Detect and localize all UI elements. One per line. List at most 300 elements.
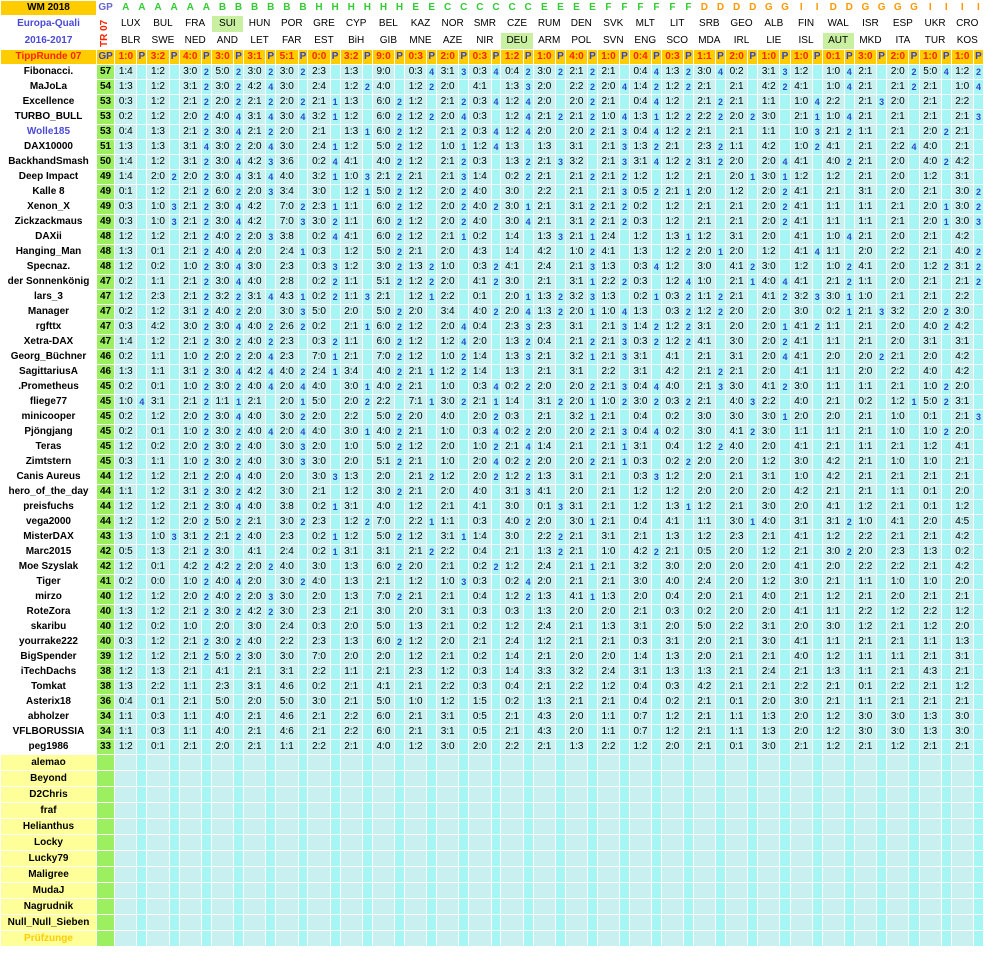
player-name[interactable]: TURBO_BULL bbox=[1, 110, 97, 125]
player-tip: 1:1 bbox=[115, 485, 137, 500]
player-tip-points bbox=[234, 740, 244, 755]
player-tip-points: 2 bbox=[395, 530, 405, 545]
player-tip-points bbox=[427, 185, 437, 200]
player-name[interactable]: DAXii bbox=[1, 230, 97, 245]
player-row[interactable] bbox=[1, 665, 984, 680]
player-name[interactable]: minicooper bbox=[1, 410, 97, 425]
player-tip: 4:0 bbox=[211, 305, 233, 320]
player-tip bbox=[725, 787, 747, 803]
player-row[interactable] bbox=[1, 215, 984, 230]
player-tip-points: 3 bbox=[748, 395, 758, 410]
player-tip-points bbox=[556, 440, 566, 455]
player-row[interactable] bbox=[1, 560, 984, 575]
player-tip: 2:0 bbox=[179, 515, 201, 530]
player-tip: 4:1 bbox=[790, 245, 812, 260]
player-tip-points bbox=[459, 740, 469, 755]
player-row[interactable] bbox=[1, 275, 984, 290]
player-tip-points bbox=[973, 771, 983, 787]
player-tip-points bbox=[780, 851, 790, 867]
extra-player-row[interactable] bbox=[1, 867, 984, 883]
player-tip-points: 2 bbox=[298, 575, 308, 590]
player-tip-points: 3 bbox=[588, 260, 598, 275]
player-tip bbox=[308, 867, 330, 883]
player-tip-points bbox=[137, 110, 147, 125]
player-tip-points bbox=[909, 725, 919, 740]
player-row[interactable] bbox=[1, 80, 984, 95]
player-tip-points bbox=[684, 410, 694, 425]
player-name[interactable]: Fibonacci. bbox=[1, 65, 97, 80]
player-tip: 0:3 bbox=[469, 425, 491, 440]
player-name[interactable]: hero_of_the_day bbox=[1, 485, 97, 500]
player-name[interactable]: Manager bbox=[1, 305, 97, 320]
player-name[interactable]: preisfuchs bbox=[1, 500, 97, 515]
player-tip-points bbox=[169, 80, 179, 95]
player-tip: 1:3 bbox=[919, 545, 941, 560]
player-name[interactable]: Georg_Büchner bbox=[1, 350, 97, 365]
player-row[interactable] bbox=[1, 395, 984, 410]
player-tip: 4:2 bbox=[629, 545, 651, 560]
player-tip-points bbox=[330, 80, 340, 95]
player-row[interactable] bbox=[1, 515, 984, 530]
player-tip: 2:3 bbox=[308, 635, 330, 650]
player-tip-points: 2 bbox=[234, 305, 244, 320]
player-name[interactable]: Beyond bbox=[1, 771, 97, 787]
player-tip-points: 4 bbox=[652, 155, 662, 170]
player-tip: 2:1 bbox=[565, 335, 587, 350]
player-tip-points bbox=[362, 485, 372, 500]
player-tip-points bbox=[844, 740, 854, 755]
player-tip-points bbox=[941, 680, 951, 695]
player-tip-points bbox=[652, 819, 662, 835]
player-tip bbox=[565, 915, 587, 931]
player-tip: 2:0 bbox=[437, 440, 459, 455]
player-tip: 0:3 bbox=[147, 710, 169, 725]
player-tip-points bbox=[137, 215, 147, 230]
extra-player-row[interactable] bbox=[1, 931, 984, 947]
player-tip-points: 2 bbox=[684, 65, 694, 80]
player-tip bbox=[597, 915, 619, 931]
player-row[interactable] bbox=[1, 500, 984, 515]
player-tip-points bbox=[491, 755, 501, 771]
player-tip-points bbox=[620, 710, 630, 725]
player-name[interactable]: VFLBORUSSIA bbox=[1, 725, 97, 740]
player-name[interactable]: Helianthus bbox=[1, 819, 97, 835]
player-tip-points: 2 bbox=[234, 515, 244, 530]
player-row[interactable] bbox=[1, 290, 984, 305]
player-tip bbox=[661, 787, 683, 803]
header-row-teams-bottom bbox=[1, 33, 984, 50]
player-name[interactable]: Deep Impact bbox=[1, 170, 97, 185]
player-tip: 3:1 bbox=[437, 605, 459, 620]
player-tip-points: 4 bbox=[234, 500, 244, 515]
player-tip-points bbox=[684, 755, 694, 771]
player-row[interactable] bbox=[1, 110, 984, 125]
player-tip: 2:4 bbox=[308, 140, 330, 155]
player-name[interactable]: SagittariusA bbox=[1, 365, 97, 380]
player-row[interactable] bbox=[1, 170, 984, 185]
player-tip: 1:0 bbox=[790, 140, 812, 155]
player-tip-points bbox=[298, 230, 308, 245]
player-tip-points: 3 bbox=[330, 260, 340, 275]
player-tip-points bbox=[909, 710, 919, 725]
player-tip-points bbox=[395, 787, 405, 803]
player-tip: 4:0 bbox=[372, 365, 394, 380]
player-name[interactable]: BackhandSmash bbox=[1, 155, 97, 170]
player-tip-points bbox=[909, 305, 919, 320]
player-name[interactable]: yourrake222 bbox=[1, 635, 97, 650]
player-name[interactable]: DAX10000 bbox=[1, 140, 97, 155]
player-row[interactable] bbox=[1, 620, 984, 635]
team-away: MNE bbox=[404, 33, 436, 50]
player-name[interactable]: MisterDAX bbox=[1, 530, 97, 545]
player-tip-points: 2 bbox=[427, 110, 437, 125]
player-row[interactable] bbox=[1, 350, 984, 365]
player-tip-points bbox=[909, 185, 919, 200]
player-row[interactable] bbox=[1, 695, 984, 710]
player-tip-points: 4 bbox=[330, 230, 340, 245]
player-tip-points bbox=[169, 350, 179, 365]
player-name[interactable]: fraf bbox=[1, 803, 97, 819]
player-tip: 0:4 bbox=[469, 320, 491, 335]
player-tip-points bbox=[684, 787, 694, 803]
player-tip: 2:1 bbox=[693, 725, 715, 740]
player-tip-points bbox=[169, 665, 179, 680]
player-tip-points: 3 bbox=[330, 470, 340, 485]
player-tip bbox=[179, 867, 201, 883]
player-name[interactable]: Xetra-DAX bbox=[1, 335, 97, 350]
player-tip-points: 2 bbox=[395, 410, 405, 425]
player-tip-points bbox=[523, 395, 533, 410]
player-name[interactable]: Tomkat bbox=[1, 680, 97, 695]
player-tip: 0:5 bbox=[115, 545, 137, 560]
player-name[interactable]: Kalle 8 bbox=[1, 185, 97, 200]
player-tip-points bbox=[877, 899, 887, 915]
player-tip: 1:2 bbox=[147, 470, 169, 485]
player-name[interactable]: Pjöngjang bbox=[1, 425, 97, 440]
player-tip-points bbox=[973, 320, 983, 335]
player-tip bbox=[211, 803, 233, 819]
player-name[interactable]: Lucky79 bbox=[1, 851, 97, 867]
player-total-points: 57 bbox=[96, 65, 114, 80]
player-row[interactable] bbox=[1, 635, 984, 650]
player-row[interactable] bbox=[1, 140, 984, 155]
player-tip-points bbox=[137, 425, 147, 440]
player-row[interactable] bbox=[1, 710, 984, 725]
player-name[interactable]: Moe Szyslak bbox=[1, 560, 97, 575]
player-tip: 1:3 bbox=[115, 365, 137, 380]
player-name[interactable]: skaribu bbox=[1, 620, 97, 635]
player-tip-points bbox=[427, 915, 437, 931]
player-tip-points bbox=[169, 755, 179, 771]
player-row[interactable] bbox=[1, 245, 984, 260]
player-tip-points bbox=[684, 560, 694, 575]
player-row[interactable] bbox=[1, 575, 984, 590]
player-tip bbox=[887, 867, 909, 883]
player-tip-points bbox=[844, 95, 854, 110]
player-tip bbox=[437, 931, 459, 947]
player-tip: 1:3 bbox=[115, 140, 137, 155]
player-tip-points bbox=[748, 485, 758, 500]
player-tip-points bbox=[491, 290, 501, 305]
player-tip: 2:2 bbox=[725, 620, 747, 635]
player-tip-points bbox=[491, 80, 501, 95]
player-tip: 1:4 bbox=[469, 365, 491, 380]
player-tip-points bbox=[395, 771, 405, 787]
player-tip: 3:1 bbox=[565, 320, 587, 335]
player-tip-points bbox=[330, 605, 340, 620]
player-tip-points bbox=[234, 755, 244, 771]
player-tip-points bbox=[620, 245, 630, 260]
player-name[interactable]: peg1986 bbox=[1, 740, 97, 755]
player-tip: 2:1 bbox=[919, 590, 941, 605]
player-row[interactable] bbox=[1, 380, 984, 395]
player-tip: 2:0 bbox=[437, 215, 459, 230]
player-row[interactable] bbox=[1, 590, 984, 605]
player-tip bbox=[919, 803, 941, 819]
player-name[interactable]: Canis Aureus bbox=[1, 470, 97, 485]
player-name[interactable]: Asterix18 bbox=[1, 695, 97, 710]
player-tip: 1:0 bbox=[597, 305, 619, 320]
player-row[interactable] bbox=[1, 65, 984, 80]
player-tip-points bbox=[459, 485, 469, 500]
player-row[interactable] bbox=[1, 485, 984, 500]
player-tip: 2:1 bbox=[822, 695, 844, 710]
player-row[interactable] bbox=[1, 365, 984, 380]
player-tip: 3:0 bbox=[501, 530, 523, 545]
player-tip-points: 4 bbox=[234, 245, 244, 260]
player-row[interactable] bbox=[1, 725, 984, 740]
player-row[interactable] bbox=[1, 155, 984, 170]
player-tip-points bbox=[523, 710, 533, 725]
player-tip: 2:2 bbox=[404, 515, 426, 530]
player-tip: 2:1 bbox=[951, 740, 973, 755]
player-tip bbox=[179, 899, 201, 915]
player-tip: 1:1 bbox=[179, 725, 201, 740]
player-tip: 3:1 bbox=[501, 485, 523, 500]
player-tip bbox=[243, 803, 265, 819]
player-tip-points bbox=[556, 650, 566, 665]
extra-player-row[interactable] bbox=[1, 803, 984, 819]
player-name[interactable]: iTechDachs bbox=[1, 665, 97, 680]
player-name[interactable]: Maligree bbox=[1, 867, 97, 883]
player-row[interactable] bbox=[1, 650, 984, 665]
player-tip: 3:0 bbox=[211, 440, 233, 455]
player-name[interactable]: Prüfzunge bbox=[1, 931, 97, 947]
group-letter-pad: B bbox=[266, 1, 276, 16]
player-name[interactable]: MaJoLa bbox=[1, 80, 97, 95]
player-tip: 4:1 bbox=[661, 350, 683, 365]
player-tip: 2:0 bbox=[887, 260, 909, 275]
player-tip: 2:0 bbox=[340, 650, 362, 665]
player-tip-points bbox=[812, 899, 822, 915]
extra-player-row[interactable] bbox=[1, 835, 984, 851]
player-row[interactable] bbox=[1, 200, 984, 215]
player-tip: 2:4 bbox=[758, 665, 780, 680]
player-name[interactable]: Hanging_Man bbox=[1, 245, 97, 260]
player-tip-points bbox=[941, 883, 951, 899]
player-name[interactable]: MudaJ bbox=[1, 883, 97, 899]
player-tip: 0:4 bbox=[629, 65, 651, 80]
player-row[interactable] bbox=[1, 260, 984, 275]
player-tip: 7:0 bbox=[308, 650, 330, 665]
player-tip-points: 2 bbox=[362, 515, 372, 530]
player-name[interactable]: Wolle185 bbox=[1, 125, 97, 140]
player-tip: 3:1 bbox=[629, 365, 651, 380]
player-tip-points bbox=[491, 170, 501, 185]
player-tip-points bbox=[716, 695, 726, 710]
points-marker: P bbox=[973, 50, 983, 65]
player-tip bbox=[951, 899, 973, 915]
player-name[interactable]: lars_3 bbox=[1, 290, 97, 305]
player-tip-points bbox=[556, 931, 566, 947]
group-letter-pad: A bbox=[169, 1, 179, 16]
player-tip: 3:0 bbox=[693, 65, 715, 80]
player-tip-points bbox=[427, 305, 437, 320]
player-tip-points bbox=[780, 867, 790, 883]
extra-player-row[interactable] bbox=[1, 755, 984, 771]
player-tip-points bbox=[877, 470, 887, 485]
player-row[interactable] bbox=[1, 185, 984, 200]
player-tip bbox=[404, 835, 426, 851]
player-row[interactable] bbox=[1, 335, 984, 350]
player-row[interactable] bbox=[1, 425, 984, 440]
extra-player-row[interactable] bbox=[1, 851, 984, 867]
player-tip-points bbox=[748, 80, 758, 95]
player-tip: 2:1 bbox=[533, 680, 556, 695]
player-tip: 3:0 bbox=[501, 185, 523, 200]
player-tip: 3:0 bbox=[951, 305, 973, 320]
player-tip-points bbox=[652, 803, 662, 819]
player-row[interactable] bbox=[1, 680, 984, 695]
player-row[interactable] bbox=[1, 320, 984, 335]
player-name[interactable]: Teras bbox=[1, 440, 97, 455]
player-name[interactable]: Zickzackmaus bbox=[1, 215, 97, 230]
player-tip: 2:0 bbox=[533, 425, 556, 440]
player-tip-points bbox=[684, 485, 694, 500]
extra-player-row[interactable] bbox=[1, 771, 984, 787]
player-name[interactable]: Excellence bbox=[1, 95, 97, 110]
player-tip-points: 2 bbox=[234, 350, 244, 365]
player-tip: 2:1 bbox=[565, 65, 587, 80]
player-name[interactable]: D2Chris bbox=[1, 787, 97, 803]
player-row[interactable] bbox=[1, 455, 984, 470]
player-row[interactable] bbox=[1, 440, 984, 455]
player-tip-points bbox=[909, 755, 919, 771]
player-row[interactable] bbox=[1, 410, 984, 425]
player-tip-points bbox=[812, 883, 822, 899]
player-tip-points: 3 bbox=[620, 350, 630, 365]
player-tip: 1:0 bbox=[147, 530, 169, 545]
player-tip-points bbox=[491, 899, 501, 915]
player-tip-points bbox=[716, 410, 726, 425]
player-row[interactable] bbox=[1, 230, 984, 245]
player-tip-points bbox=[588, 365, 598, 380]
player-tip: 1:4 bbox=[469, 170, 491, 185]
player-name[interactable]: rgfttx bbox=[1, 320, 97, 335]
player-tip-points bbox=[137, 899, 147, 915]
player-tip-points: 2 bbox=[812, 140, 822, 155]
player-tip-points bbox=[716, 515, 726, 530]
extra-player-row[interactable] bbox=[1, 787, 984, 803]
extra-player-row[interactable] bbox=[1, 899, 984, 915]
player-row[interactable] bbox=[1, 125, 984, 140]
player-tip-points: 4 bbox=[973, 80, 983, 95]
player-name[interactable]: Marc2015 bbox=[1, 545, 97, 560]
player-tip bbox=[340, 819, 362, 835]
player-name[interactable]: .Prometheus bbox=[1, 380, 97, 395]
player-tip: 0:2 bbox=[469, 650, 491, 665]
player-tip bbox=[115, 867, 137, 883]
player-row[interactable] bbox=[1, 545, 984, 560]
player-name[interactable]: Null_Null_Sieben bbox=[1, 915, 97, 931]
player-tip: 2:0 bbox=[887, 320, 909, 335]
player-name[interactable]: Tiger bbox=[1, 575, 97, 590]
player-tip bbox=[597, 819, 619, 835]
player-row[interactable] bbox=[1, 470, 984, 485]
player-tip bbox=[725, 931, 747, 947]
player-name[interactable]: alemao bbox=[1, 755, 97, 771]
player-tip: 1:3 bbox=[822, 665, 844, 680]
player-tip bbox=[758, 851, 780, 867]
player-tip-points: 2 bbox=[266, 95, 276, 110]
player-tip bbox=[179, 915, 201, 931]
extra-player-row[interactable] bbox=[1, 915, 984, 931]
player-row[interactable] bbox=[1, 740, 984, 755]
player-name[interactable]: Zimtstern bbox=[1, 455, 97, 470]
player-row[interactable] bbox=[1, 95, 984, 110]
player-tip: 3:0 bbox=[725, 380, 747, 395]
player-tip bbox=[179, 851, 201, 867]
player-tip: 2:0 bbox=[758, 305, 780, 320]
player-name[interactable]: Specnaz. bbox=[1, 260, 97, 275]
player-tip-points bbox=[844, 803, 854, 819]
player-tip: 1:4 bbox=[533, 440, 556, 455]
player-name[interactable]: Xenon_X bbox=[1, 200, 97, 215]
player-tip-points bbox=[298, 620, 308, 635]
extra-player-row[interactable] bbox=[1, 883, 984, 899]
player-name[interactable]: abholzer bbox=[1, 710, 97, 725]
player-tip-points bbox=[941, 771, 951, 787]
player-name[interactable]: Locky bbox=[1, 835, 97, 851]
player-tip-points bbox=[652, 605, 662, 620]
player-tip-points bbox=[330, 245, 340, 260]
player-row[interactable] bbox=[1, 530, 984, 545]
player-tip-points bbox=[748, 883, 758, 899]
player-tip: 7:0 bbox=[276, 200, 298, 215]
player-name[interactable]: der Sonnenkönig bbox=[1, 275, 97, 290]
player-tip-points bbox=[169, 485, 179, 500]
extra-player-row[interactable] bbox=[1, 819, 984, 835]
player-name[interactable]: vega2000 bbox=[1, 515, 97, 530]
player-tip-points bbox=[620, 899, 630, 915]
player-row[interactable] bbox=[1, 605, 984, 620]
player-tip-points: 2 bbox=[234, 335, 244, 350]
player-name[interactable]: BigSpender bbox=[1, 650, 97, 665]
player-tip-points bbox=[298, 500, 308, 515]
player-name[interactable]: mirzo bbox=[1, 590, 97, 605]
player-tip-points bbox=[362, 530, 372, 545]
player-tip bbox=[758, 771, 780, 787]
player-name[interactable]: fliege77 bbox=[1, 395, 97, 410]
player-tip-points bbox=[169, 140, 179, 155]
player-tip-points bbox=[780, 787, 790, 803]
player-tip-points bbox=[266, 410, 276, 425]
player-total-points: 44 bbox=[96, 470, 114, 485]
player-name[interactable]: Nagrudnik bbox=[1, 899, 97, 915]
player-name[interactable]: RoteZora bbox=[1, 605, 97, 620]
player-tip-points: 2 bbox=[234, 80, 244, 95]
player-row[interactable] bbox=[1, 305, 984, 320]
